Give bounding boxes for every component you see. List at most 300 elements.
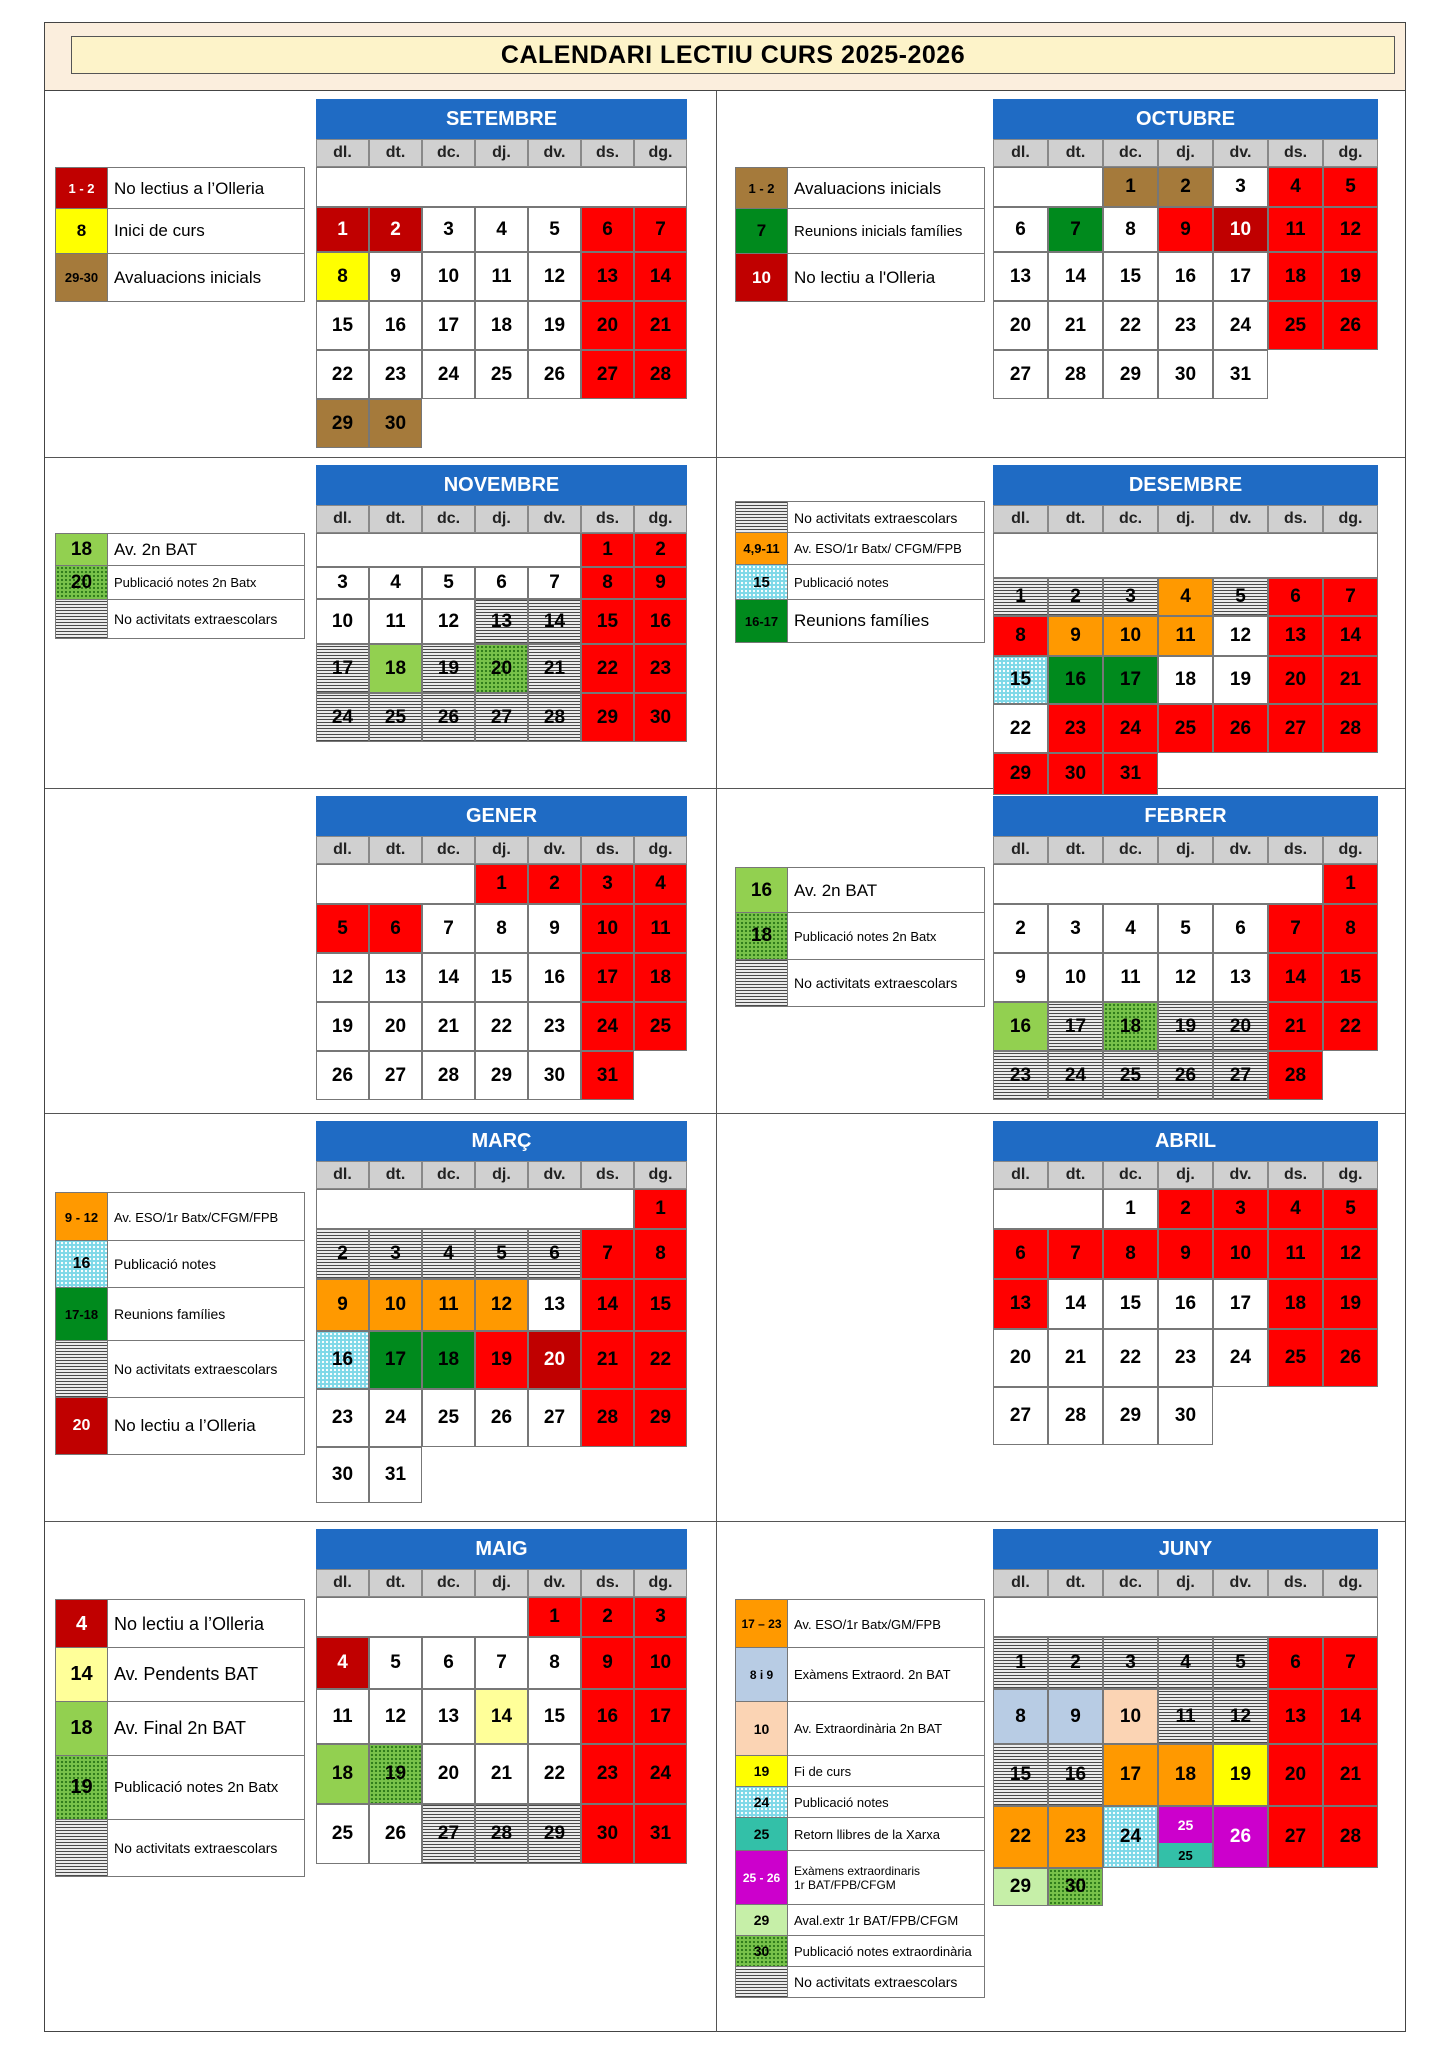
day-cell: 1	[475, 864, 528, 904]
legend-febrer	[735, 867, 985, 991]
day-cell: 7	[528, 567, 581, 599]
day-cell: 6	[1213, 904, 1268, 953]
day-cell: 22	[316, 350, 369, 399]
day-cell: 30	[316, 1447, 369, 1503]
day-cell: 24	[422, 350, 475, 399]
day-cell: 4	[1158, 578, 1213, 616]
legend-swatch	[56, 1341, 108, 1397]
weekday-header: dg.	[634, 1161, 687, 1189]
day-cell: 10	[634, 1637, 687, 1689]
day-cell: 31	[634, 1804, 687, 1864]
day-cell: 12	[1158, 953, 1213, 1002]
blank-cell	[993, 167, 1103, 207]
legend-label: Publicació notes extraordinària	[794, 1943, 972, 1959]
weekday-header: dg.	[1323, 836, 1378, 864]
day-cell: 6	[581, 207, 634, 252]
divider	[45, 1521, 1405, 1522]
day-cell: 22	[528, 1744, 581, 1804]
legend-label: No lectiu a l’Olleria	[114, 1613, 265, 1634]
weekday-header: dj.	[475, 1161, 528, 1189]
day-cell: 15	[475, 953, 528, 1002]
legend-item	[735, 1904, 985, 1936]
day-cell: 12	[1323, 207, 1378, 252]
day-cell: 24	[1213, 301, 1268, 350]
day-cell: 11	[316, 1689, 369, 1744]
day-cell: 20	[581, 301, 634, 350]
day-cell: 23	[1158, 301, 1213, 350]
blank-cell	[316, 864, 475, 904]
day-cell: 9	[1048, 616, 1103, 656]
day-cell: 6	[1268, 578, 1323, 616]
day-cell: 28	[581, 1389, 634, 1447]
legend-label-line: Exàmens extraordinaris	[794, 1863, 921, 1878]
weekday-header: dv.	[1213, 836, 1268, 864]
weekday-header: dc.	[1103, 139, 1158, 167]
day-cell: 2	[528, 864, 581, 904]
day-cell: 9	[528, 904, 581, 953]
legend-swatch	[736, 960, 788, 1006]
day-cell: 5	[1158, 904, 1213, 953]
day-cell: 21	[1048, 1329, 1103, 1387]
day-cell: 29	[581, 693, 634, 742]
legend-swatch: 16-17	[736, 600, 788, 642]
day-cell: 13	[1213, 953, 1268, 1002]
divider	[45, 1113, 1405, 1114]
legend-item	[55, 208, 305, 254]
legend-label: Aval.extr 1r BAT/FPB/CFGM	[794, 1912, 959, 1928]
day-cell: 5	[1213, 578, 1268, 616]
weekday-header: dt.	[369, 836, 422, 864]
legend-swatch: 18	[736, 913, 788, 959]
day-cell: 26	[1213, 1806, 1268, 1868]
day-cell: 12	[422, 599, 475, 644]
day-cell: 24	[316, 693, 369, 742]
day-cell: 9	[369, 252, 422, 301]
day-cell: 21	[581, 1331, 634, 1389]
day-cell: 7	[475, 1637, 528, 1689]
day-cell: 18	[316, 1744, 369, 1804]
day-cell: 27	[1213, 1051, 1268, 1100]
legend-swatch: 16	[56, 1241, 108, 1287]
legend-item	[735, 1966, 985, 1998]
blank-cell	[316, 1597, 528, 1637]
legend-label: Av. ESO/1r Batx/GM/FPB	[794, 1616, 941, 1632]
blank-cell	[316, 1189, 634, 1229]
day-cell: 19	[1323, 252, 1378, 301]
divider	[45, 457, 1405, 458]
legend-label: Avaluacions inicials	[794, 178, 942, 198]
day-cell	[1158, 1806, 1213, 1868]
day-cell: 6	[528, 1229, 581, 1279]
day-cell: 18	[369, 644, 422, 693]
day-cell: 8	[634, 1229, 687, 1279]
day-cell: 5	[1213, 1637, 1268, 1689]
day-cell: 14	[1048, 1279, 1103, 1329]
day-cell: 25	[475, 350, 528, 399]
day-cell: 16	[634, 599, 687, 644]
month-header: OCTUBRE	[993, 99, 1378, 139]
month-header: MAIG	[316, 1529, 687, 1569]
day-cell: 8	[1323, 904, 1378, 953]
day-cell: 1	[528, 1597, 581, 1637]
day-cell: 7	[1048, 1229, 1103, 1279]
weekday-header: dj.	[475, 1569, 528, 1597]
day-cell: 9	[993, 953, 1048, 1002]
legend-label: Publicació notes 2n Batx	[114, 575, 257, 590]
day-cell: 22	[1323, 1002, 1378, 1051]
weekday-header: dl.	[993, 836, 1048, 864]
legend-label: Av. Final 2n BAT	[114, 1718, 247, 1738]
day-cell: 21	[422, 1002, 475, 1051]
legend-swatch	[56, 600, 108, 638]
day-cell: 23	[634, 644, 687, 693]
day-cell: 1	[634, 1189, 687, 1229]
day-cell: 1	[1103, 167, 1158, 207]
legend-swatch: 18	[56, 1702, 108, 1755]
legend-item	[735, 208, 985, 254]
day-cell: 10	[1213, 1229, 1268, 1279]
day-cell: 14	[422, 953, 475, 1002]
blank-week-row	[316, 167, 687, 207]
legend-item	[735, 501, 985, 534]
day-cell: 16	[1048, 1744, 1103, 1806]
day-cell: 21	[1268, 1002, 1323, 1051]
legend-swatch: 8 i 9	[736, 1648, 788, 1701]
day-cell: 2	[1158, 167, 1213, 207]
day-cell: 19	[316, 1002, 369, 1051]
legend-swatch: 15	[736, 565, 788, 599]
day-cell: 10	[1103, 1689, 1158, 1744]
day-cell: 1	[581, 533, 634, 567]
day-cell: 21	[475, 1744, 528, 1804]
day-cell: 24	[634, 1744, 687, 1804]
weekday-header: dl.	[316, 1569, 369, 1597]
legend-item	[735, 1850, 985, 1905]
day-cell: 27	[369, 1051, 422, 1100]
legend-swatch: 19	[56, 1756, 108, 1819]
legend-item	[55, 253, 305, 302]
legend-item	[55, 1599, 305, 1649]
weekday-header: dl.	[316, 836, 369, 864]
blank-week-row	[993, 1597, 1378, 1637]
day-cell: 15	[1103, 252, 1158, 301]
day-cell: 6	[369, 904, 422, 953]
day-cell: 11	[1158, 616, 1213, 656]
weekday-header: dc.	[422, 1569, 475, 1597]
day-cell: 29	[993, 753, 1048, 795]
blank-cell	[993, 1189, 1103, 1229]
day-cell: 17	[581, 953, 634, 1002]
legend-swatch: 10	[736, 254, 788, 301]
day-cell: 8	[316, 252, 369, 301]
day-cell: 27	[422, 1804, 475, 1864]
day-cell: 18	[1268, 1279, 1323, 1329]
legend-swatch: 24	[736, 1787, 788, 1817]
day-cell: 17	[1103, 656, 1158, 704]
day-cell: 9	[1158, 207, 1213, 252]
day-cell: 28	[1048, 1387, 1103, 1445]
day-cell: 7	[1048, 207, 1103, 252]
weekday-header: ds.	[1268, 1569, 1323, 1597]
legend-setembre	[55, 167, 305, 287]
legend-swatch: 1 - 2	[56, 168, 108, 209]
day-cell: 30	[369, 399, 422, 448]
weekday-header: dg.	[1323, 505, 1378, 533]
day-cell: 14	[1323, 1689, 1378, 1744]
weekday-header: dv.	[528, 836, 581, 864]
day-cell: 1	[993, 1637, 1048, 1689]
day-cell: 17	[369, 1331, 422, 1389]
weekday-header: dt.	[1048, 139, 1103, 167]
day-cell: 28	[634, 350, 687, 399]
day-cell: 26	[1323, 301, 1378, 350]
weekday-header: dg.	[1323, 1161, 1378, 1189]
legend-swatch	[736, 1967, 788, 1997]
month-header: ABRIL	[993, 1121, 1378, 1161]
legend-label: Fi de curs	[794, 1763, 852, 1779]
day-cell: 15	[316, 301, 369, 350]
day-cell: 2	[1048, 578, 1103, 616]
title-bar	[45, 23, 1405, 91]
legend-swatch: 9 - 12	[56, 1193, 108, 1241]
day-cell: 24	[1103, 704, 1158, 753]
day-cell: 12	[1213, 616, 1268, 656]
weekday-header: dl.	[993, 139, 1048, 167]
weekday-header: dv.	[1213, 1569, 1268, 1597]
day-cell: 25	[1103, 1051, 1158, 1100]
legend-item	[735, 1755, 985, 1787]
weekday-header: dl.	[993, 1569, 1048, 1597]
weekday-header: dg.	[1323, 139, 1378, 167]
day-cell: 12	[369, 1689, 422, 1744]
day-cell: 3	[1103, 1637, 1158, 1689]
day-cell: 19	[1158, 1002, 1213, 1051]
day-cell: 23	[1048, 1806, 1103, 1868]
legend-label: Retorn llibres de la Xarxa	[794, 1826, 940, 1842]
day-cell: 18	[1268, 252, 1323, 301]
legend-item	[55, 1755, 305, 1820]
day-cell: 18	[475, 301, 528, 350]
legend-label: Reunions famílies	[794, 611, 930, 630]
day-cell: 19	[475, 1331, 528, 1389]
day-cell: 17	[1048, 1002, 1103, 1051]
weekday-header: ds.	[1268, 836, 1323, 864]
blank-cell	[993, 864, 1323, 904]
day-cell: 30	[1048, 1868, 1103, 1906]
day-cell: 10	[369, 1279, 422, 1331]
day-cell: 28	[1048, 350, 1103, 399]
legend-swatch: 1 - 2	[736, 168, 788, 209]
day-cell: 10	[316, 599, 369, 644]
day-cell: 3	[1048, 904, 1103, 953]
day-cell: 16	[528, 953, 581, 1002]
legend-swatch: 17-18	[56, 1288, 108, 1340]
legend-swatch: 8	[56, 209, 108, 253]
day-cell: 31	[1103, 753, 1158, 795]
day-cell: 15	[634, 1279, 687, 1331]
day-cell: 13	[369, 953, 422, 1002]
day-cell: 25	[1158, 704, 1213, 753]
weekday-header: ds.	[581, 1569, 634, 1597]
legend-label: Av. ESO/1r Batx/ CFGM/FPB	[794, 541, 962, 556]
month-header: JUNY	[993, 1529, 1378, 1569]
day-cell: 29	[475, 1051, 528, 1100]
day-cell: 17	[316, 644, 369, 693]
legend-label: Publicació notes 2n Batx	[794, 928, 937, 944]
day-cell: 19	[1323, 1279, 1378, 1329]
divider	[716, 91, 717, 2032]
legend-swatch: 16	[736, 868, 788, 913]
day-cell: 17	[1213, 1279, 1268, 1329]
legend-item	[735, 253, 985, 302]
legend-octubre	[735, 167, 985, 287]
weekday-header: dl.	[993, 505, 1048, 533]
legend-label: Reunions inicials famílies	[794, 222, 963, 240]
day-cell: 3	[422, 207, 475, 252]
day-cell: 22	[993, 704, 1048, 753]
day-cell: 25	[316, 1804, 369, 1864]
weekday-header: dj.	[1158, 505, 1213, 533]
day-cell: 26	[1213, 704, 1268, 753]
day-cell: 7	[1268, 904, 1323, 953]
day-cell: 12	[1323, 1229, 1378, 1279]
day-cell: 4	[1103, 904, 1158, 953]
day-cell: 30	[1158, 350, 1213, 399]
weekday-header: dv.	[528, 505, 581, 533]
day-cell: 31	[369, 1447, 422, 1503]
day-cell: 20	[1268, 656, 1323, 704]
legend-item	[735, 167, 985, 210]
legend-item	[55, 1701, 305, 1756]
day-cell: 14	[1268, 953, 1323, 1002]
day-cell: 7	[581, 1229, 634, 1279]
day-cell: 3	[1103, 578, 1158, 616]
legend-label: Exàmens Extraord. 2n BAT	[794, 1667, 951, 1682]
legend-label: Av. Extraordinària 2n BAT	[794, 1721, 943, 1736]
day-cell: 19	[1213, 1744, 1268, 1806]
legend-item	[55, 1340, 305, 1398]
legend-swatch: 7	[736, 209, 788, 253]
day-cell: 5	[316, 904, 369, 953]
day-cell: 29	[993, 1868, 1048, 1906]
day-cell: 7	[422, 904, 475, 953]
month-header: FEBRER	[993, 796, 1378, 836]
weekday-header: ds.	[581, 505, 634, 533]
legend-item	[55, 1397, 305, 1455]
weekday-header: dc.	[422, 505, 475, 533]
weekday-header: dc.	[1103, 1161, 1158, 1189]
day-cell: 4	[1268, 167, 1323, 207]
legend-label: Publicació notes	[114, 1256, 216, 1272]
day-cell: 19	[369, 1744, 422, 1804]
weekday-header: dv.	[1213, 1161, 1268, 1189]
day-cell: 1	[316, 207, 369, 252]
day-cell: 1	[993, 578, 1048, 616]
day-cell: 14	[581, 1279, 634, 1331]
day-cell: 28	[1268, 1051, 1323, 1100]
month-header: MARÇ	[316, 1121, 687, 1161]
weekday-header: dt.	[1048, 1161, 1103, 1189]
legend-label: No activitats extraescolars	[114, 1361, 278, 1377]
weekday-header: dt.	[1048, 1569, 1103, 1597]
month-header: DESEMBRE	[993, 465, 1378, 505]
legend-swatch: 29-30	[56, 254, 108, 301]
day-cell: 22	[993, 1806, 1048, 1868]
legend-label: Av. ESO/1r Batx/CFGM/FPB	[114, 1209, 279, 1225]
day-cell: 26	[1323, 1329, 1378, 1387]
day-cell: 12	[316, 953, 369, 1002]
legend-label: No activitats extraescolars	[794, 1974, 958, 1990]
day-cell: 3	[581, 864, 634, 904]
day-cell: 2	[369, 207, 422, 252]
day-cell: 20	[422, 1744, 475, 1804]
day-cell: 6	[422, 1637, 475, 1689]
legend-label-line: 1r BAT/FPB/CFGM	[794, 1877, 896, 1892]
day-cell: 13	[475, 599, 528, 644]
day-cell: 11	[1268, 1229, 1323, 1279]
day-cell: 20	[475, 644, 528, 693]
weekday-header: dj.	[475, 139, 528, 167]
day-cell: 5	[1323, 167, 1378, 207]
day-cell: 4	[1158, 1637, 1213, 1689]
day-cell: 9	[316, 1279, 369, 1331]
day-cell: 11	[1158, 1689, 1213, 1744]
day-cell: 17	[422, 301, 475, 350]
day-cell: 18	[634, 953, 687, 1002]
day-cell: 19	[528, 301, 581, 350]
weekday-header: dc.	[422, 1161, 475, 1189]
day-cell: 20	[993, 1329, 1048, 1387]
weekday-header: dj.	[475, 836, 528, 864]
weekday-header: ds.	[581, 139, 634, 167]
day-cell: 2	[634, 533, 687, 567]
legend-swatch	[736, 502, 788, 533]
legend-item	[735, 1647, 985, 1702]
legend-label: No activitats extraescolars	[794, 975, 958, 991]
legend-item	[735, 1701, 985, 1756]
day-cell: 12	[475, 1279, 528, 1331]
day-cell: 16	[993, 1002, 1048, 1051]
legend-item	[735, 1935, 985, 1967]
weekday-header: dg.	[634, 1569, 687, 1597]
day-cell: 25	[634, 1002, 687, 1051]
day-cell: 7	[1323, 1637, 1378, 1689]
day-cell: 27	[993, 1387, 1048, 1445]
day-cell: 15	[528, 1689, 581, 1744]
day-cell: 29	[316, 399, 369, 448]
legend-label: Inici de curs	[114, 221, 205, 240]
legend-item	[735, 564, 985, 600]
legend-item	[55, 1287, 305, 1341]
legend-item	[55, 599, 305, 639]
day-cell: 9	[1048, 1689, 1103, 1744]
weekday-header: dt.	[1048, 836, 1103, 864]
legend-label: Publicació notes	[794, 1794, 889, 1810]
day-cell: 26	[475, 1389, 528, 1447]
day-cell: 25	[1268, 301, 1323, 350]
legend-label: No lectiu a l'Olleria	[794, 267, 936, 287]
day-cell: 28	[422, 1051, 475, 1100]
day-cell: 15	[1323, 953, 1378, 1002]
day-cell: 29	[1103, 1387, 1158, 1445]
legend-label: Publicació notes	[794, 574, 889, 590]
day-cell: 14	[634, 252, 687, 301]
day-cell: 9	[581, 1637, 634, 1689]
day-cell: 25	[1268, 1329, 1323, 1387]
day-cell: 27	[1268, 1806, 1323, 1868]
day-cell: 8	[993, 616, 1048, 656]
day-cell: 24	[1048, 1051, 1103, 1100]
